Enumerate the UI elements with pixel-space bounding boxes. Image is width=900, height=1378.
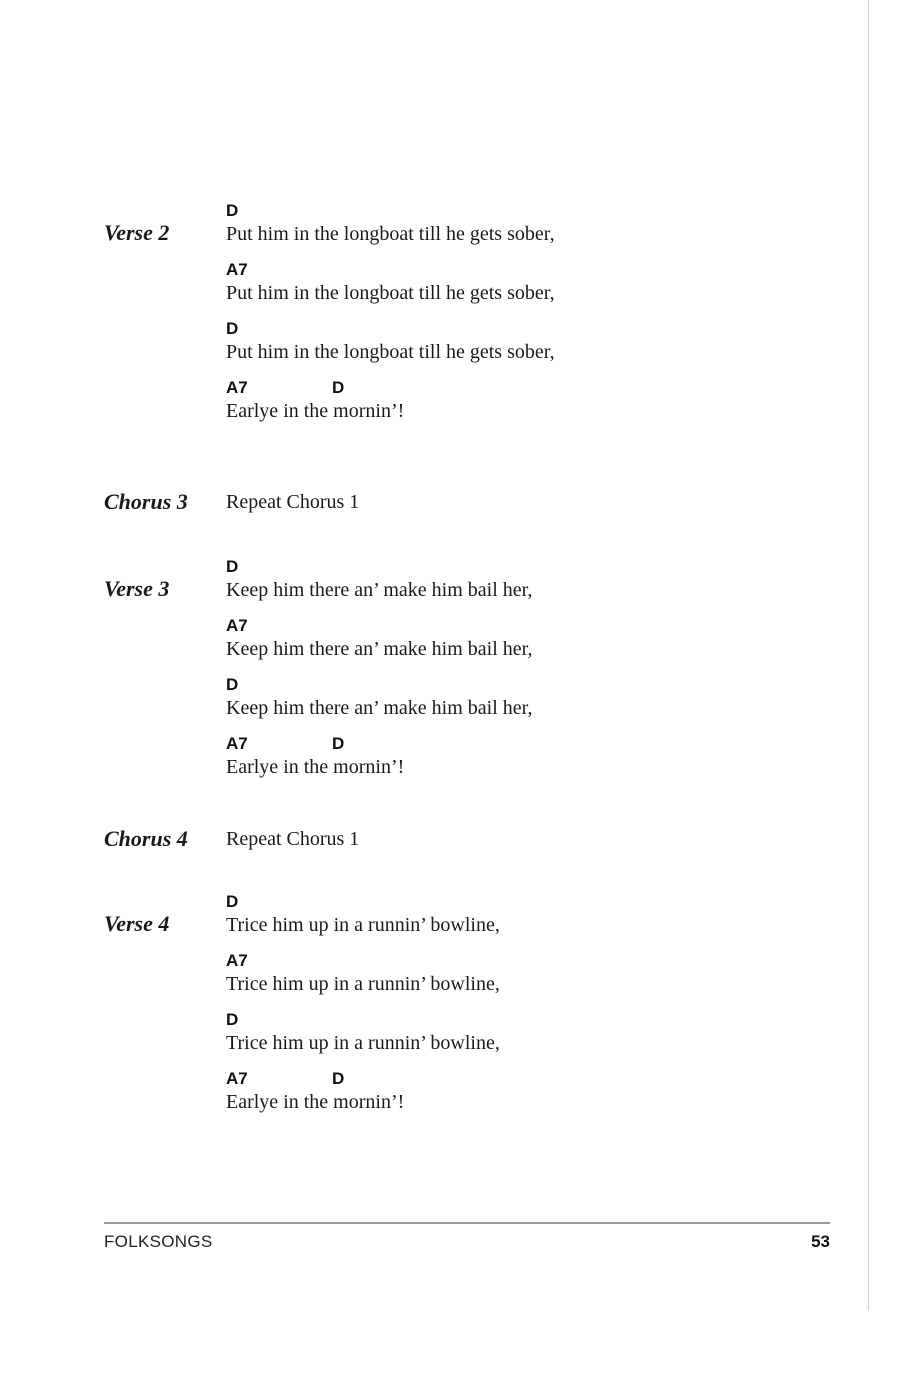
chord: D (226, 201, 239, 220)
section-label: Verse 2 (104, 220, 170, 245)
lyric-text: Trice him up in a runnin’ bowline, (226, 1032, 500, 1054)
lyric-line (226, 259, 826, 305)
chord: D (332, 1069, 345, 1088)
lyric-text: Earlye in the mornin’! (226, 756, 405, 778)
lyric-line (226, 377, 826, 423)
repeat-instruction: Repeat Chorus 1 (226, 828, 360, 850)
section-label: Chorus 4 (104, 826, 188, 851)
repeat-instruction: Repeat Chorus 1 (226, 491, 360, 513)
page-number: 53 (811, 1232, 830, 1251)
chord: D (226, 1010, 239, 1029)
lyric-line (226, 200, 826, 246)
section-label: Verse 4 (104, 911, 170, 936)
chord: A7 (226, 260, 248, 279)
chord: D (226, 675, 239, 694)
lyric-text: Put him in the longboat till he gets sober, (226, 341, 555, 363)
section-label: Verse 3 (104, 576, 170, 601)
chord: D (226, 319, 239, 338)
page-edge-divider (868, 0, 869, 1310)
lyric-text: Keep him there an’ make him bail her, (226, 697, 533, 719)
chord: A7 (226, 951, 248, 970)
chord: A7 (226, 616, 248, 635)
lyric-text: Earlye in the mornin’! (226, 400, 405, 422)
section-label: Chorus 3 (104, 489, 188, 514)
footer-book-title: FOLKSONGS (104, 1232, 213, 1251)
lyric-line (226, 674, 826, 720)
chord: A7 (226, 734, 248, 753)
footer-rule (104, 1222, 830, 1224)
chord: D (332, 734, 345, 753)
lyric-text: Put him in the longboat till he gets sober, (226, 282, 555, 304)
lyric-text: Trice him up in a runnin’ bowline, (226, 914, 500, 936)
lyric-line (226, 891, 826, 937)
lyric-line (226, 318, 826, 364)
lyric-line (226, 1009, 826, 1055)
chord: A7 (226, 1069, 248, 1088)
chord: D (226, 892, 239, 911)
chord: D (332, 378, 345, 397)
lyric-text: Keep him there an’ make him bail her, (226, 579, 533, 601)
lyric-text: Put him in the longboat till he gets sober, (226, 223, 555, 245)
chord: A7 (226, 378, 248, 397)
lyric-line (226, 1068, 826, 1114)
lyric-line (226, 615, 826, 661)
lyric-line (226, 950, 826, 996)
chord: D (226, 557, 239, 576)
lyric-text: Keep him there an’ make him bail her, (226, 638, 533, 660)
lyric-line (226, 556, 826, 602)
lyric-text: Trice him up in a runnin’ bowline, (226, 973, 500, 995)
lyric-text: Earlye in the mornin’! (226, 1091, 405, 1113)
lyric-line (226, 733, 826, 779)
